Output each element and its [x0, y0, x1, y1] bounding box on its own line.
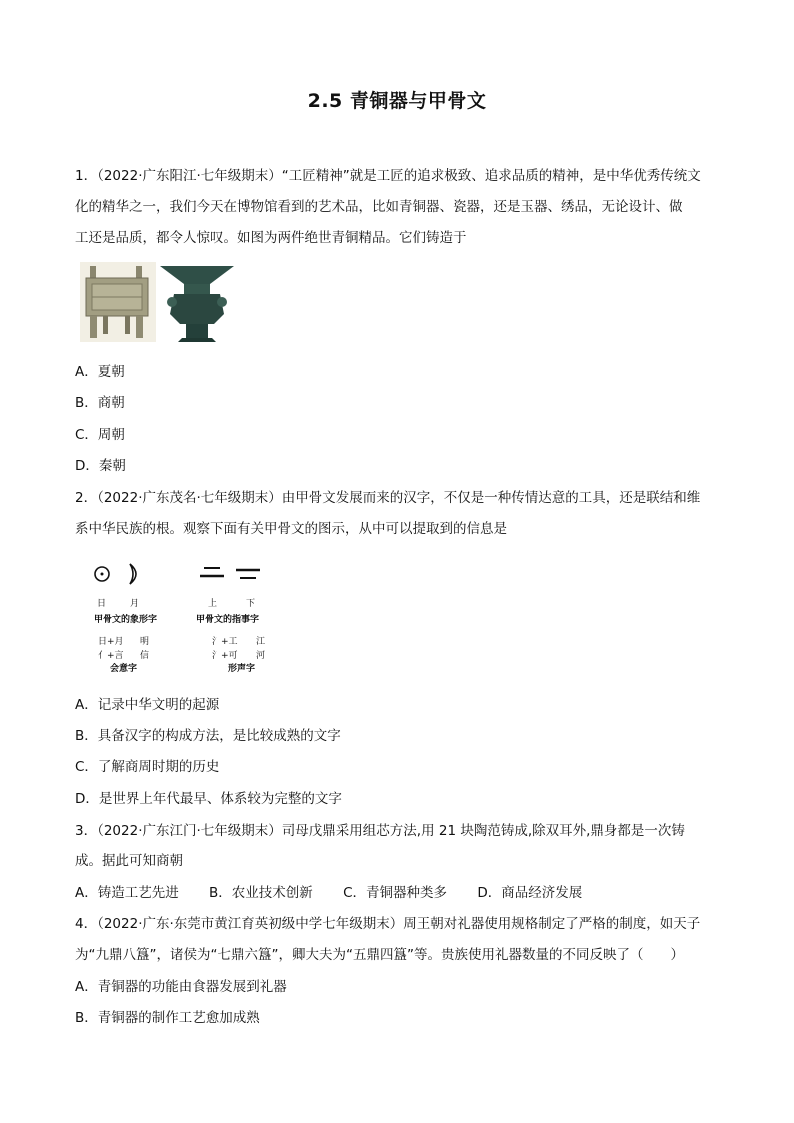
q2-option-b: B．具备汉字的构成方法，是比较成熟的文字 [75, 728, 341, 744]
q1-stem-line-1: 1．（2022·广东阳江·七年级期末）“工匠精神”就是工匠的追求极致、追求品质的精神，是中华优秀传统文 [75, 168, 701, 184]
q1-option-c: C．周朝 [75, 427, 125, 443]
q3-stem-line-2: 成。据此可知商朝 [75, 853, 183, 869]
oracle-bone-figure [88, 560, 288, 680]
q4-stem-line-1: 4．（2022·广东·东莞市黄江育英初级中学七年级期末）周王朝对礼器使用规格制定了严格的制度，如天子 [75, 916, 701, 932]
q1-stem-line-2: 化的精华之一，我们今天在博物馆看到的艺术品，比如青铜器、瓷器，还是玉器、绣品，无论设计、做 [75, 199, 683, 215]
q4-stem-line-2: 为“九鼎八簋”，诸侯为“七鼎六簋”，卿大夫为“五鼎四簋”等。贵族使用礼器数量的不同反映了（ ） [75, 947, 684, 963]
q1-option-b: B．商朝 [75, 395, 125, 411]
q3-option-a: A．铸造工艺先进 [75, 885, 179, 901]
q4-option-a: A．青铜器的功能由食器发展到礼器 [75, 979, 287, 995]
compound-2: 亻+言 [98, 651, 124, 661]
phonetic-2: 氵+可 [212, 651, 238, 661]
oracle-glyphs [88, 560, 288, 590]
phonetic-1-result: 江 [256, 637, 266, 647]
q3-options-row [75, 884, 715, 902]
bronze-vessels-image [78, 262, 238, 342]
compound-1: 日+月 [98, 637, 124, 647]
pictograph-caption: 甲骨文的象形字 [94, 615, 158, 625]
page-title: 2.5 青铜器与甲骨文 [307, 90, 487, 112]
xia-label: 下 [246, 599, 256, 609]
q4-option-b: B．青铜器的制作工艺愈加成熟 [75, 1010, 260, 1026]
q1-option-d: D．秦朝 [75, 458, 126, 474]
phonetic-caption: 形声字 [228, 664, 256, 674]
sun-glyph [95, 567, 109, 581]
compound-caption: 会意字 [110, 664, 138, 674]
shang-glyph [200, 568, 224, 576]
bronze-vessels-illustration [78, 262, 238, 342]
yue-label: 月 [130, 599, 140, 609]
q3-option-b: B．农业技术创新 [209, 885, 313, 901]
q3-option-c: C．青铜器种类多 [343, 885, 448, 901]
indicative-caption: 甲骨文的指事字 [196, 615, 260, 625]
q1-stem-line-3: 工还是品质，都令人惊叹。如图为两件绝世青铜精品。它们铸造于 [75, 230, 467, 246]
q2-option-d: D．是世界上年代最早、体系较为完整的文字 [75, 791, 342, 807]
q2-stem-line-1: 2．（2022·广东茂名·七年级期末）由甲骨文发展而来的汉字，不仅是一种传情达意的工具，还是联结和维 [75, 490, 701, 506]
moon-glyph [130, 564, 136, 584]
q3-option-d: D．商品经济发展 [477, 885, 583, 901]
q2-option-c: C．了解商周时期的历史 [75, 759, 220, 775]
q2-option-a: A．记录中华文明的起源 [75, 697, 220, 713]
q2-stem-line-2: 系中华民族的根。观察下面有关甲骨文的图示，从中可以提取到的信息是 [75, 521, 507, 537]
phonetic-1: 氵+工 [212, 637, 238, 647]
ri-label: 日 [97, 599, 107, 609]
compound-2-result: 信 [140, 651, 150, 661]
q1-option-a: A．夏朝 [75, 364, 125, 380]
shang-label: 上 [208, 599, 218, 609]
q3-stem-line-1: 3．（2022·广东江门·七年级期末）司母戊鼎采用组芯方法,用 21 块陶范铸成,除双耳外,鼎身都是一次铸 [75, 823, 685, 839]
xia-glyph [236, 570, 260, 578]
phonetic-2-result: 河 [256, 651, 266, 661]
compound-1-result: 明 [140, 637, 150, 647]
